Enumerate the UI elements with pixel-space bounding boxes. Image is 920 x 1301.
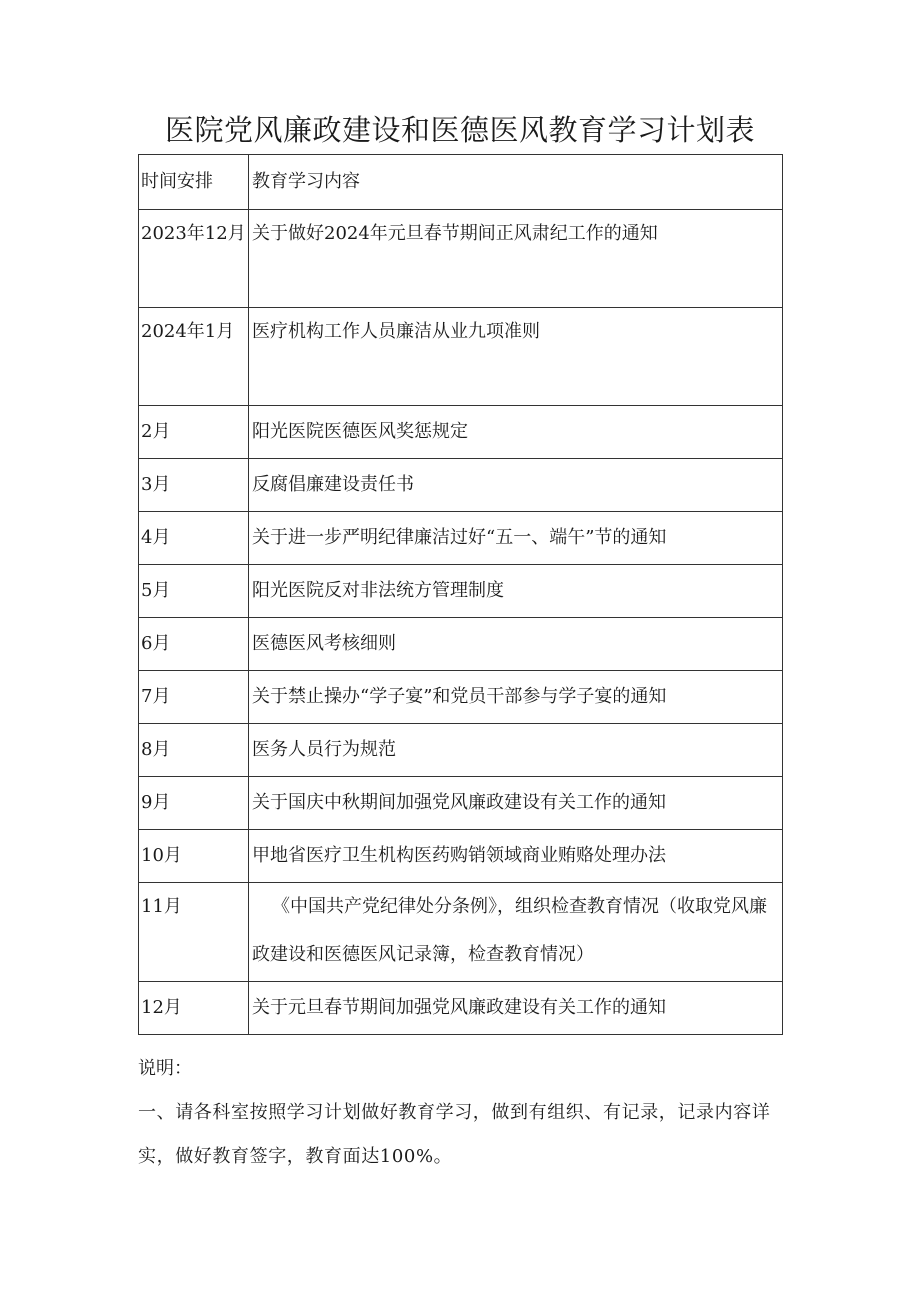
- row-time: 9月: [139, 777, 249, 830]
- row-time: 2024年1月: [139, 308, 249, 406]
- row-time: 8月: [139, 724, 249, 777]
- row-content: 关于做好2024年元旦春节期间正风肃纪工作的通知: [249, 210, 783, 308]
- table-row: [139, 210, 783, 308]
- table-row: [139, 830, 783, 883]
- table-row: [139, 406, 783, 459]
- header-content: 教育学习内容: [249, 155, 783, 210]
- table-row: [139, 883, 783, 982]
- row-time: 10月: [139, 830, 249, 883]
- row-content: 关于进一步严明纪律廉洁过好“五一、端午”节的通知: [249, 512, 783, 565]
- header-time: 时间安排: [139, 155, 249, 210]
- row-content: 医疗机构工作人员廉洁从业九项准则: [249, 308, 783, 406]
- row-content: 阳光医院医德医风奖惩规定: [249, 406, 783, 459]
- row-time: 11月: [139, 883, 249, 982]
- table-row: [139, 777, 783, 830]
- page-title: 医院党风廉政建设和医德医风教育学习计划表: [164, 113, 755, 147]
- row-time: 4月: [139, 512, 249, 565]
- row-time: 12月: [139, 982, 249, 1035]
- table-row: [139, 512, 783, 565]
- row-time: 5月: [139, 565, 249, 618]
- table-row: [139, 618, 783, 671]
- table-row: [139, 982, 783, 1035]
- notes-item: 一、请各科室按照学习计划做好教育学习，做到有组织、有记录，记录内容详实，做好教育签字，教育面达100%。: [138, 1102, 771, 1167]
- row-content: 《中国共产党纪律处分条例》，组织检查教育情况（收取党风廉政建设和医德医风记录簿，检查教育情况）: [249, 883, 783, 982]
- table-row: [139, 724, 783, 777]
- table-row: [139, 308, 783, 406]
- table-header-row: [139, 155, 783, 210]
- row-content: 关于禁止操办“学子宴”和党员干部参与学子宴的通知: [249, 671, 783, 724]
- study-plan-table: [138, 154, 783, 1035]
- row-content: 反腐倡廉建设责任书: [249, 459, 783, 512]
- row-content: 甲地省医疗卫生机构医药购销领域商业贿赂处理办法: [249, 830, 783, 883]
- table-row: [139, 459, 783, 512]
- row-content: 医务人员行为规范: [249, 724, 783, 777]
- notes-label: 说明：: [138, 1058, 192, 1079]
- row-time: 2月: [139, 406, 249, 459]
- row-time: 2023年12月: [139, 210, 249, 308]
- row-content: 关于元旦春节期间加强党风廉政建设有关工作的通知: [249, 982, 783, 1035]
- row-content: 医德医风考核细则: [249, 618, 783, 671]
- notes-section: [138, 1047, 782, 1179]
- table-row: [139, 565, 783, 618]
- row-content: 阳光医院反对非法统方管理制度: [249, 565, 783, 618]
- row-time: 7月: [139, 671, 249, 724]
- row-content: 关于国庆中秋期间加强党风廉政建设有关工作的通知: [249, 777, 783, 830]
- row-time: 6月: [139, 618, 249, 671]
- row-time: 3月: [139, 459, 249, 512]
- table-row: [139, 671, 783, 724]
